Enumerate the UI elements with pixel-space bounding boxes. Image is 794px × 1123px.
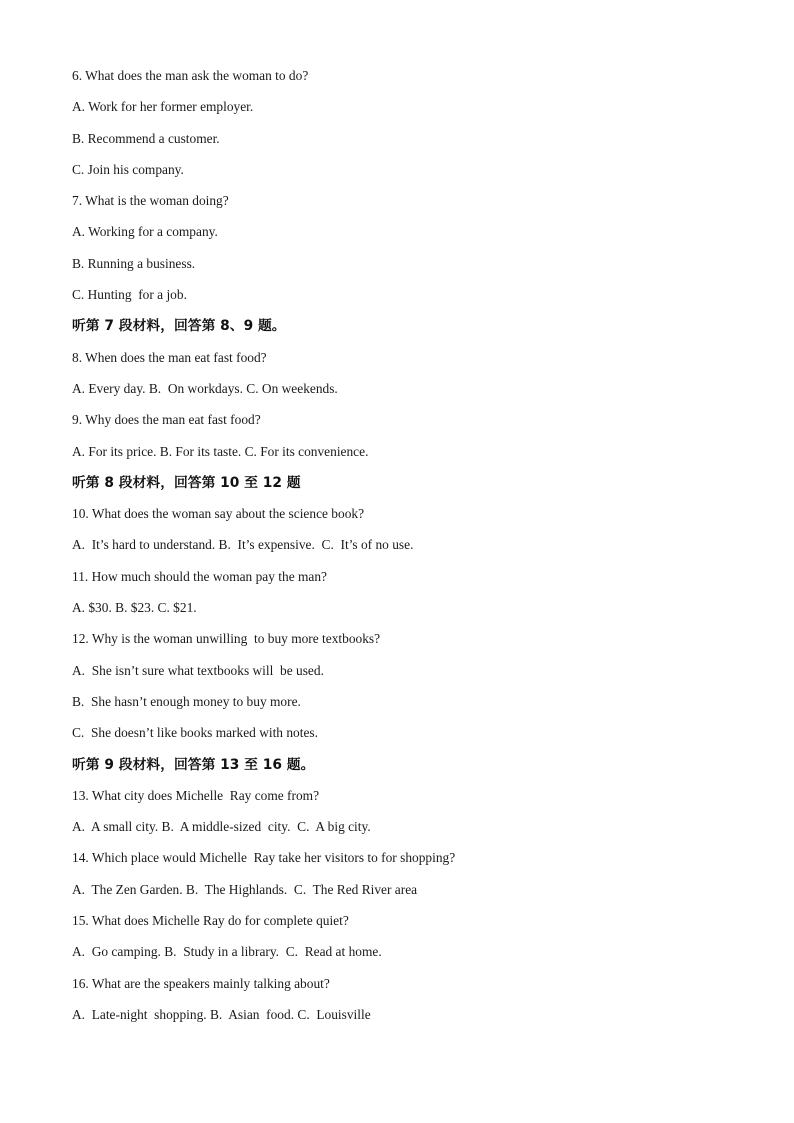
options-11: A. $30. B. $23. C. $21. <box>72 600 197 616</box>
question-15: 15. What does Michelle Ray do for complete quiet? <box>72 913 349 929</box>
options-16: A. Late-night shopping. B. Asian food. C. Louisville <box>72 1006 371 1022</box>
section-heading-9: 听第 9 段材料，回答第 13 至 16 题。 <box>72 756 315 773</box>
question-7: 7. What is the woman doing? <box>72 193 229 209</box>
option-6c: C. Join his company. <box>72 161 184 177</box>
question-10: 10. What does the woman say about the science book? <box>72 506 365 522</box>
question-8: 8. When does the man eat fast food? <box>72 349 267 365</box>
option-6a: A. Work for her former employer. <box>72 99 254 115</box>
options-13: A. A small city. B. A middle-sized city. C. A big city. <box>72 819 371 835</box>
section-heading-7: 听第 7 段材料，回答第 8、9 题。 <box>72 318 286 335</box>
options-10: A. It’s hard to understand. B. It’s expensive. C. It’s of no use. <box>72 537 414 553</box>
question-11: 11. How much should the woman pay the man? <box>72 568 327 584</box>
option-6b: B. Recommend a customer. <box>72 130 220 146</box>
question-6: 6. What does the man ask the woman to do? <box>72 68 309 83</box>
option-7a: A. Working for a company. <box>72 224 218 240</box>
option-7b: B. Running a business. <box>72 255 196 271</box>
option-12a: A. She isn’t sure what textbooks will be used. <box>72 662 324 678</box>
option-7c: C. Hunting for a job. <box>72 287 187 303</box>
question-9: 9. Why does the man eat fast food? <box>72 412 261 428</box>
options-15: A. Go camping. B. Study in a library. C. Read at home. <box>72 944 382 960</box>
question-13: 13. What city does Michelle Ray come from? <box>72 787 320 803</box>
options-14: A. The Zen Garden. B. The Highlands. C. The Red River area <box>72 881 418 897</box>
section-heading-8: 听第 8 段材料，回答第 10 至 12 题 <box>72 474 301 491</box>
question-12: 12. Why is the woman unwilling to buy more textbooks? <box>72 631 381 647</box>
options-8: A. Every day. B. On workdays. C. On weekends. <box>72 380 338 396</box>
question-14: 14. Which place would Michelle Ray take her visitors to for shopping? <box>72 850 456 866</box>
options-9: A. For its price. B. For its taste. C. For its convenience. <box>72 443 369 459</box>
question-16: 16. What are the speakers mainly talking about? <box>72 975 330 991</box>
document-page <box>72 62 752 1032</box>
option-12b: B. She hasn’t enough money to buy more. <box>72 693 301 709</box>
option-12c: C. She doesn’t like books marked with notes. <box>72 725 318 741</box>
